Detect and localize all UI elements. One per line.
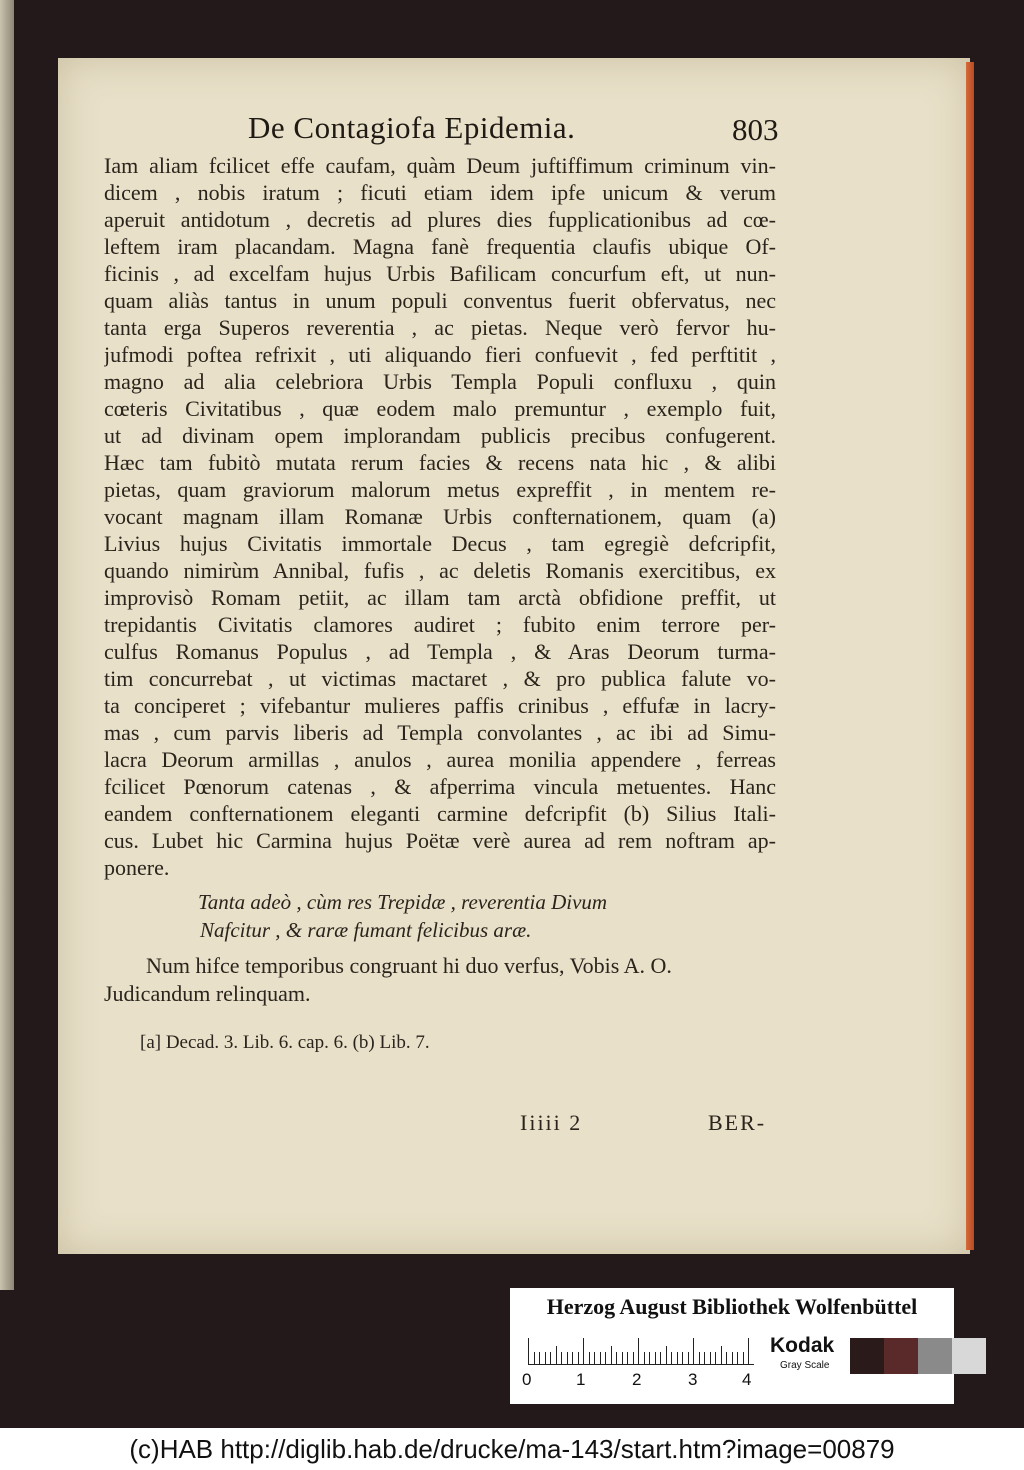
footer-bar xyxy=(0,1428,1024,1470)
running-header: De Contagiofa Epidemia. xyxy=(248,110,576,145)
ruler-tick xyxy=(748,1338,749,1364)
text-line: improvisò Romam petiit, ac illam tam arctà obfidione preffit, ut xyxy=(104,585,776,610)
text-line: dicem , nobis iratum ; ficuti etiam idem ipfe unicum & verum xyxy=(104,180,776,205)
ruler-tick xyxy=(534,1352,535,1364)
page-edge-right xyxy=(966,62,974,1250)
verse-quote xyxy=(198,888,718,944)
text-line: ponere. xyxy=(104,855,170,880)
signature-mark: Iiiii 2 xyxy=(520,1110,583,1135)
text-line: ut ad divinam opem implorandam publicis precibus confugerent. xyxy=(104,423,776,448)
ruler-tick xyxy=(682,1352,683,1364)
text-line: mas , cum parvis liberis ad Templa convolantes , ac ibi ad Simu- xyxy=(104,720,776,745)
scale-ruler xyxy=(528,1336,754,1365)
gray-swatch xyxy=(918,1338,952,1374)
ruler-tick xyxy=(671,1352,672,1364)
ruler-tick xyxy=(627,1352,628,1364)
ruler-tick xyxy=(666,1346,667,1364)
ruler-tick xyxy=(704,1352,705,1364)
text-line: eandem confternationem eleganti carmine defcripfit (b) Silius Itali- xyxy=(104,801,776,826)
library-color-card xyxy=(510,1288,954,1404)
ruler-tick xyxy=(616,1352,617,1364)
closing-paragraph xyxy=(104,952,776,1008)
text-line: Iam aliam fcilicet effe caufam, quàm Deum juftiffimum criminum vin- xyxy=(104,153,776,178)
text-line: ficinis , ad excelfam hujus Urbis Bafilicam concurfum eft, ut nun- xyxy=(104,261,776,286)
text-line: ta conciperet ; vifebantur mulieres paffis crinibus , effufæ in lacry- xyxy=(104,693,776,718)
ruler-tick xyxy=(644,1352,645,1364)
text-line: fcilicet Pœnorum catenas , & afperrima vincula metuentes. Hanc xyxy=(104,774,776,799)
ruler-tick xyxy=(721,1346,722,1364)
source-url: (c)HAB http://diglib.hab.de/drucke/ma-143/start.htm?image=00879 xyxy=(129,1434,895,1464)
ruler-tick xyxy=(622,1352,623,1364)
gray-scale-label: Gray Scale xyxy=(780,1360,830,1371)
footnote: [a] Decad. 3. Lib. 6. cap. 6. (b) Lib. 7. xyxy=(140,1032,430,1053)
text-line: magno ad alia celebriora Urbis Templa Populi confluxu , quin xyxy=(104,369,776,394)
ruler-tick xyxy=(693,1338,694,1364)
ruler-tick xyxy=(699,1352,700,1364)
ruler-number: 4 xyxy=(742,1370,752,1389)
ruler-tick xyxy=(710,1352,711,1364)
kodak-logo: Kodak xyxy=(770,1334,835,1357)
ruler-tick xyxy=(578,1352,579,1364)
ruler-tick xyxy=(633,1352,634,1364)
ruler-number: 3 xyxy=(688,1370,698,1389)
catchword: BER- xyxy=(708,1110,767,1135)
ruler-tick xyxy=(726,1352,727,1364)
ruler-tick xyxy=(589,1352,590,1364)
ruler-number: 0 xyxy=(522,1370,532,1389)
text-line: lacra Deorum armillas , anulos , aurea monilia appendere , ferreas xyxy=(104,747,776,772)
page-number: 803 xyxy=(732,112,779,147)
text-line: tanta erga Superos reverentia , ac pietas. Neque verò fervor hu- xyxy=(104,315,776,340)
text-line: Judicandum relinquam. xyxy=(104,981,311,1006)
text-line: tim concurrebat , ut victimas mactaret , & pro publica falute vo- xyxy=(104,666,776,691)
ruler-tick xyxy=(572,1352,573,1364)
ruler-tick xyxy=(605,1352,606,1364)
gray-scale-swatches xyxy=(850,1338,986,1374)
ruler-tick xyxy=(660,1352,661,1364)
text-line: jufmodi poftea refrixit , uti aliquando fieri confuevit , fed perftitit , xyxy=(104,342,776,367)
text-line: vocant magnam illam Romanæ Urbis confternationem, quam (a) xyxy=(104,504,776,529)
text-line: Hæc tam fubitò mutata rerum facies & recens nata hic , & alibi xyxy=(104,450,776,475)
text-line: culfus Romanus Populus , ad Templa , & Aras Deorum turma- xyxy=(104,639,776,664)
ruler-tick xyxy=(539,1352,540,1364)
ruler-tick xyxy=(649,1352,650,1364)
ruler-tick xyxy=(737,1352,738,1364)
ruler-tick xyxy=(556,1346,557,1364)
ruler-tick xyxy=(655,1352,656,1364)
verse-line: Tanta adeò , cùm res Trepidæ , reverentia Divum xyxy=(198,890,608,914)
text-line: quam aliàs tantus in unum populi conventus fuerit obfervatus, nec xyxy=(104,288,776,313)
text-line: trepidantis Civitatis clamores audiret ; fubito enim terrore per- xyxy=(104,612,776,637)
gray-swatch xyxy=(952,1338,986,1374)
library-name: Herzog August Bibliothek Wolfenbüttel xyxy=(546,1294,918,1319)
gray-swatch xyxy=(884,1338,918,1374)
ruler-tick xyxy=(600,1352,601,1364)
ruler-tick xyxy=(743,1352,744,1364)
ruler-tick xyxy=(550,1352,551,1364)
ruler-tick xyxy=(732,1352,733,1364)
ruler-tick xyxy=(688,1352,689,1364)
ruler-tick xyxy=(545,1352,546,1364)
ruler-tick xyxy=(715,1352,716,1364)
body-text xyxy=(104,152,776,881)
text-line: pietas, quam graviorum malorum metus expreffit , in mentem re- xyxy=(104,477,776,502)
ruler-tick xyxy=(561,1352,562,1364)
text-line: aperuit antidotum , decretis ad plures dies fupplicationibus ad cœ- xyxy=(104,207,776,232)
gray-swatch xyxy=(850,1338,884,1374)
book-edge-left xyxy=(0,0,14,1290)
ruler-number: 1 xyxy=(576,1370,586,1389)
ruler-tick xyxy=(638,1338,639,1364)
verse-line: Nafcitur , & raræ fumant felicibus aræ. xyxy=(200,918,532,942)
text-line: cus. Lubet hic Carmina hujus Poëtæ verè aurea ad rem noftram ap- xyxy=(104,828,776,853)
ruler-number: 2 xyxy=(632,1370,642,1389)
ruler-tick xyxy=(594,1352,595,1364)
text-line: cœteris Civitatibus , quæ eodem malo premuntur , exemplo fuit, xyxy=(104,396,776,421)
ruler-tick xyxy=(583,1338,584,1364)
text-line: leftem iram placandam. Magna fanè frequentia claufis ubique Of- xyxy=(104,234,776,259)
ruler-tick xyxy=(528,1338,529,1364)
text-line: Num hifce temporibus congruant hi duo verfus, Vobis A. O. xyxy=(146,953,672,978)
text-line: quando nimirùm Annibal, fufis , ac deletis Romanis exercitibus, ex xyxy=(104,558,776,583)
text-line: Livius hujus Civitatis immortale Decus , tam egregiè defcripfit, xyxy=(104,531,776,556)
ruler-tick xyxy=(677,1352,678,1364)
ruler-tick xyxy=(567,1352,568,1364)
ruler-tick xyxy=(611,1346,612,1364)
